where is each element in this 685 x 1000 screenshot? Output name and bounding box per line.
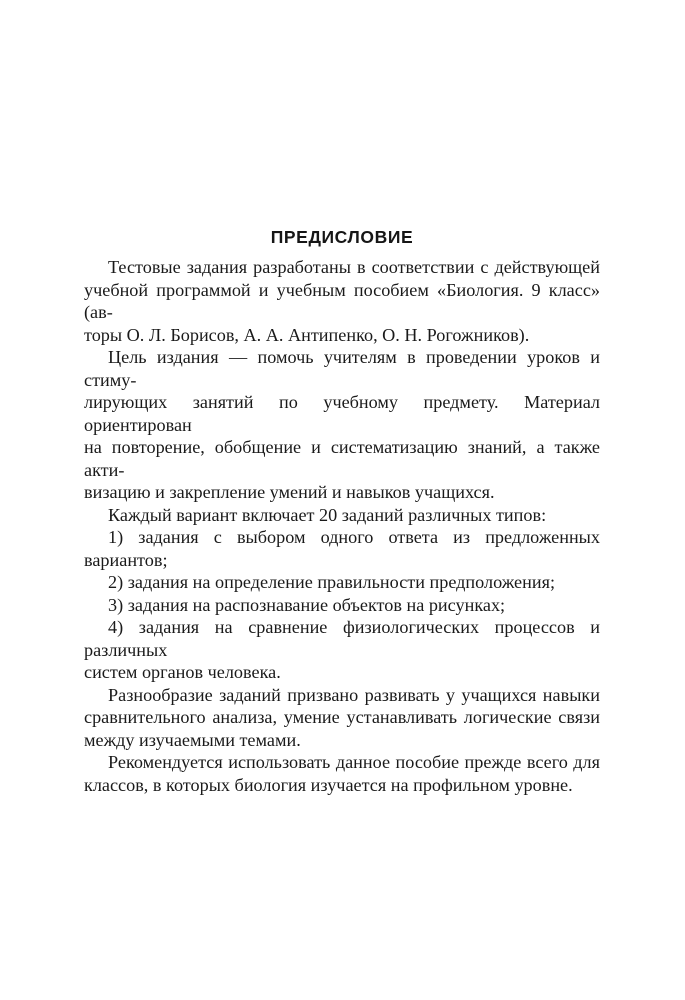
text-line: Рекомендуется использовать данное пособие прежде всего для (108, 752, 600, 772)
paragraph-intro (84, 256, 605, 346)
paragraph-recommendation (84, 751, 600, 796)
document-content (84, 226, 605, 796)
text-line: между изучаемыми темами. (84, 729, 301, 750)
paragraph-variety (84, 684, 600, 752)
text-line: визацию и закрепление умений и навыков учащихся. (84, 482, 495, 502)
text-line: классов, в которых биология изучается на профильном уровне. (84, 774, 573, 795)
text-line: торы О. Л. Борисов, А. А. Антипенко, О. Н. Рогожников). (84, 324, 530, 345)
text-line: Разнообразие заданий призвано развивать у учащихся навыки (108, 684, 600, 705)
task-type-2: 2) задания на определение правильности предположения; (108, 572, 555, 592)
task-type-list (84, 526, 605, 684)
text-line: сравнительного анализа, умение устанавливать логические связи (84, 707, 600, 727)
text-line: учебной программой и учебным пособием «Биология. 9 класс» (ав- (84, 279, 605, 322)
task-type-3: 3) задания на распознавание объектов на рисунках; (108, 594, 506, 615)
paragraph-purpose (84, 346, 605, 504)
task-type-1: 1) задания с выбором одного ответа из предложенных вариантов; (84, 527, 605, 570)
paragraph-variant-lead (84, 504, 600, 527)
task-type-4-continued: систем органов человека. (84, 662, 281, 682)
text-line: на повторение, обобщение и систематизацию знаний, а также акти- (84, 437, 605, 480)
text-line: Цель издания — помочь учителям в проведении уроков и стиму- (84, 347, 605, 390)
text-line: Тестовые задания разработаны в соответствии с действующей (108, 257, 600, 277)
page-title: ПРЕДИСЛОВИЕ (270, 227, 414, 247)
task-type-4: 4) задания на сравнение физиологических процессов и различных (84, 617, 605, 660)
text-line: лирующих занятий по учебному предмету. Материал ориентирован (84, 392, 605, 435)
text-line: Каждый вариант включает 20 заданий различных типов: (108, 504, 547, 525)
